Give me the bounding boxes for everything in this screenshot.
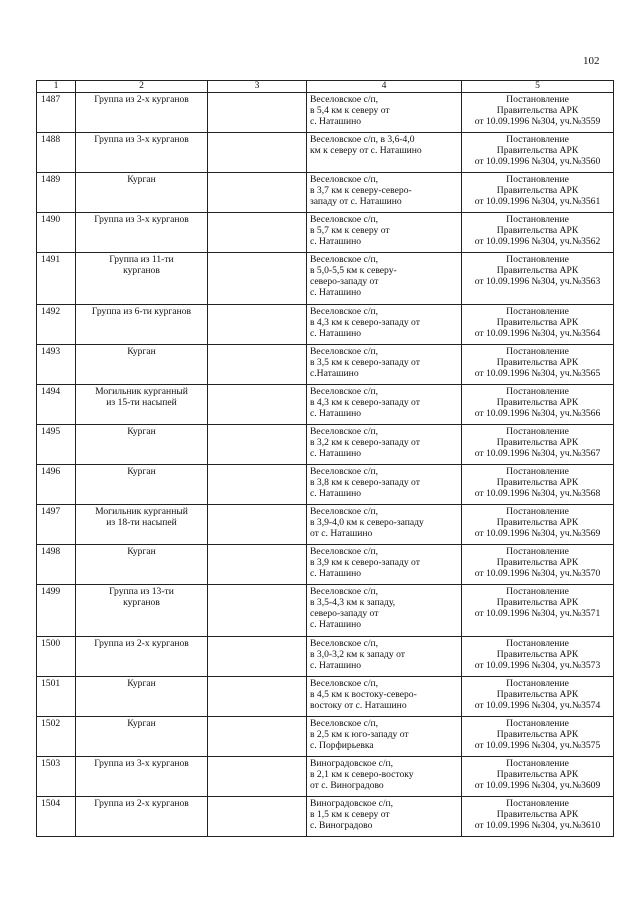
legal-document-cell: [462, 385, 614, 425]
location-line: Веселовское с/п,: [310, 586, 379, 597]
location-line: в 3,9 км к северо-западу от: [310, 557, 420, 568]
monument-name-line: Группа из 3-х курганов: [94, 758, 189, 769]
legal-document-line: от 10.09.1996 №304, уч.№3564: [474, 328, 601, 339]
legal-document-line: от 10.09.1996 №304, уч.№3610: [474, 820, 601, 831]
location-line: Веселовское с/п,: [310, 718, 379, 729]
monument-name-line: Курган: [127, 718, 156, 729]
location-line: Веселовское с/п,: [310, 638, 379, 649]
monument-name-line: Группа из 2-х курганов: [94, 638, 189, 649]
empty-column-cell: [208, 385, 307, 425]
legal-document-line: от 10.09.1996 №304, уч.№3609: [474, 780, 601, 791]
legal-document-cell: [462, 637, 614, 677]
legal-document-line: Постановление: [506, 506, 569, 517]
table-row: [37, 505, 614, 545]
legal-document-line: Постановление: [506, 306, 569, 317]
legal-document-line: от 10.09.1996 №304, уч.№3574: [474, 700, 601, 711]
monument-name-cell: [76, 797, 208, 837]
legal-document-cell: [462, 797, 614, 837]
legal-document-line: от 10.09.1996 №304, уч.№3573: [474, 660, 601, 671]
location-line: в 3,9-4,0 км к северо-западу: [310, 517, 424, 528]
monument-name-cell: [76, 637, 208, 677]
empty-column-cell: [208, 305, 307, 345]
legal-document-line: от 10.09.1996 №304, уч.№3569: [474, 528, 601, 539]
legal-document-line: Правительства АРК: [496, 397, 579, 408]
legal-document-line: Правительства АРК: [496, 317, 579, 328]
legal-document-line: от 10.09.1996 №304, уч.№3563: [474, 276, 601, 287]
legal-document-line: Правительства АРК: [496, 105, 579, 116]
location-line: западу от с. Наташино: [310, 196, 402, 207]
legal-document-line: от 10.09.1996 №304, уч.№3571: [474, 608, 601, 619]
empty-column-cell: [208, 757, 307, 797]
table-row: [37, 545, 614, 585]
table-row: [37, 425, 614, 465]
monument-name-cell: [76, 757, 208, 797]
location-line: с. Наташино: [310, 568, 362, 579]
location-line: в 3,7 км к северу-северо-: [310, 185, 412, 196]
monument-name-line: из 15-ти насыпей: [106, 397, 177, 408]
location-line: востоку от с. Наташино: [310, 700, 407, 711]
location-line: Веселовское с/п,: [310, 214, 379, 225]
legal-document-line: Правительства АРК: [496, 809, 579, 820]
legal-document-line: Правительства АРК: [496, 477, 579, 488]
location-line: в 3,2 км к северо-западу от: [310, 437, 420, 448]
legal-document-cell: [462, 425, 614, 465]
legal-document-line: Правительства АРК: [496, 769, 579, 780]
legal-document-line: от 10.09.1996 №304, уч.№3561: [474, 196, 601, 207]
legal-document-line: Постановление: [506, 678, 569, 689]
monument-name-line: Могильник курганный: [95, 506, 188, 517]
legal-document-line: от 10.09.1996 №304, уч.№3568: [474, 488, 601, 499]
legal-document-line: Правительства АРК: [496, 557, 579, 568]
location-line: в 4,3 км к северо-западу от: [310, 317, 420, 328]
row-number-cell: 1496: [37, 465, 76, 505]
row-number-cell: 1504: [37, 797, 76, 837]
empty-column-cell: [208, 465, 307, 505]
location-line: с. Наташино: [310, 328, 362, 339]
legal-document-line: Постановление: [506, 174, 569, 185]
legal-document-line: Правительства АРК: [496, 357, 579, 368]
monument-name-cell: [76, 253, 208, 305]
monument-name-cell: [76, 677, 208, 717]
legal-document-line: Правительства АРК: [496, 437, 579, 448]
location-line: в 5,7 км к северу от: [310, 225, 390, 236]
legal-document-cell: [462, 305, 614, 345]
location-line: Веселовское с/п,: [310, 546, 379, 557]
legal-document-line: Постановление: [506, 94, 569, 105]
row-number-cell: 1498: [37, 545, 76, 585]
monument-name-line: Могильник курганный: [95, 386, 188, 397]
table-row: [37, 345, 614, 385]
location-line: с. Порфирьевка: [310, 740, 374, 751]
location-cell: [307, 93, 462, 133]
row-number-cell: 1503: [37, 757, 76, 797]
row-number-cell: 1499: [37, 585, 76, 637]
legal-document-line: Постановление: [506, 798, 569, 809]
legal-document-cell: [462, 93, 614, 133]
table-row: [37, 637, 614, 677]
table-row: [37, 213, 614, 253]
location-line: с. Наташино: [310, 660, 362, 671]
empty-column-cell: [208, 425, 307, 465]
monument-name-line: Группа из 2-х курганов: [94, 798, 189, 809]
location-line: в 3,5 км к северо-западу от: [310, 357, 420, 368]
location-cell: [307, 505, 462, 545]
monument-name-line: Курган: [127, 426, 156, 437]
location-line: с. Наташино: [310, 236, 362, 247]
location-line: с. Наташино: [310, 619, 362, 630]
legal-document-line: от 10.09.1996 №304, уч.№3570: [474, 568, 601, 579]
location-line: Веселовское с/п,: [310, 254, 379, 265]
legal-document-line: Постановление: [506, 718, 569, 729]
row-number-cell: 1500: [37, 637, 76, 677]
location-line: в 4,5 км к востоку-северо-: [310, 689, 417, 700]
monument-name-cell: [76, 465, 208, 505]
legal-document-line: от 10.09.1996 №304, уч.№3562: [474, 236, 601, 247]
location-line: от с. Наташино: [310, 528, 373, 539]
table-body: [37, 93, 614, 837]
location-line: Веселовское с/п,: [310, 94, 379, 105]
location-cell: [307, 385, 462, 425]
monument-name-cell: [76, 173, 208, 213]
table-row: [37, 717, 614, 757]
location-cell: [307, 545, 462, 585]
legal-document-cell: [462, 253, 614, 305]
row-number-cell: 1491: [37, 253, 76, 305]
location-cell: [307, 797, 462, 837]
table-row: [37, 757, 614, 797]
location-cell: [307, 465, 462, 505]
legal-document-line: Постановление: [506, 586, 569, 597]
monument-name-cell: [76, 545, 208, 585]
location-line: с. Наташино: [310, 116, 362, 127]
table-row: [37, 253, 614, 305]
row-number-cell: 1495: [37, 425, 76, 465]
location-line: Веселовское с/п, в 3,6-4,0: [310, 134, 415, 145]
legal-document-cell: [462, 465, 614, 505]
table-row: [37, 465, 614, 505]
table-header-row: [37, 81, 614, 93]
empty-column-cell: [208, 545, 307, 585]
row-number-cell: 1492: [37, 305, 76, 345]
legal-document-line: Правительства АРК: [496, 729, 579, 740]
legal-document-line: Постановление: [506, 638, 569, 649]
monument-name-line: Курган: [127, 174, 156, 185]
location-line: в 2,5 км к юго-западу от: [310, 729, 409, 740]
table-row: [37, 93, 614, 133]
monument-name-line: курганов: [123, 597, 160, 608]
monument-name-cell: [76, 345, 208, 385]
legal-document-line: Постановление: [506, 134, 569, 145]
location-line: в 5,0-5,5 км к северу-: [310, 265, 397, 276]
monument-name-cell: [76, 717, 208, 757]
location-cell: [307, 133, 462, 173]
empty-column-cell: [208, 677, 307, 717]
page-number: 102: [583, 55, 600, 67]
location-line: Веселовское с/п,: [310, 386, 379, 397]
location-line: с. Наташино: [310, 488, 362, 499]
legal-document-cell: [462, 757, 614, 797]
location-line: с. Наташино: [310, 408, 362, 419]
legal-document-line: Правительства АРК: [496, 265, 579, 276]
legal-document-line: от 10.09.1996 №304, уч.№3560: [474, 156, 601, 167]
location-line: Веселовское с/п,: [310, 506, 379, 517]
monument-name-cell: [76, 305, 208, 345]
monument-name-cell: [76, 385, 208, 425]
monument-name-line: Курган: [127, 678, 156, 689]
legal-document-line: Постановление: [506, 346, 569, 357]
monument-name-line: Курган: [127, 546, 156, 557]
location-line: Виноградовское с/п,: [310, 798, 394, 809]
row-number-cell: 1490: [37, 213, 76, 253]
monument-name-line: Группа из 3-х курганов: [94, 134, 189, 145]
row-number-cell: 1494: [37, 385, 76, 425]
legal-document-line: Постановление: [506, 386, 569, 397]
monument-name-cell: [76, 505, 208, 545]
legal-document-line: от 10.09.1996 №304, уч.№3567: [474, 448, 601, 459]
legal-document-cell: [462, 717, 614, 757]
empty-column-cell: [208, 93, 307, 133]
empty-column-cell: [208, 505, 307, 545]
location-line: в 3,8 км к северо-западу от: [310, 477, 420, 488]
location-line: Веселовское с/п,: [310, 306, 379, 317]
location-line: Веселовское с/п,: [310, 174, 379, 185]
empty-column-cell: [208, 585, 307, 637]
legal-document-cell: [462, 585, 614, 637]
location-cell: [307, 717, 462, 757]
location-cell: [307, 305, 462, 345]
location-line: с.Наташино: [310, 368, 359, 379]
monument-name-line: Группа из 6-ти курганов: [91, 306, 192, 317]
column-header-4: 4: [307, 81, 462, 93]
legal-document-line: Правительства АРК: [496, 225, 579, 236]
legal-document-line: Правительства АРК: [496, 145, 579, 156]
location-line: с. Наташино: [310, 448, 362, 459]
location-line: в 2,1 км к северо-востоку: [310, 769, 414, 780]
legal-document-line: от 10.09.1996 №304, уч.№3559: [474, 116, 601, 127]
monument-name-cell: [76, 93, 208, 133]
empty-column-cell: [208, 345, 307, 385]
monument-name-line: Группа из 3-х курганов: [94, 214, 189, 225]
legal-document-cell: [462, 545, 614, 585]
location-line: км к северу от с. Наташино: [310, 145, 422, 156]
legal-document-line: Постановление: [506, 214, 569, 225]
legal-document-line: Постановление: [506, 466, 569, 477]
location-line: в 3,5-4,3 км к западу,: [310, 597, 396, 608]
row-number-cell: 1501: [37, 677, 76, 717]
empty-column-cell: [208, 797, 307, 837]
location-line: с. Виноградово: [310, 820, 373, 831]
legal-document-line: Правительства АРК: [496, 597, 579, 608]
location-cell: [307, 757, 462, 797]
location-cell: [307, 173, 462, 213]
legal-document-line: Постановление: [506, 254, 569, 265]
column-header-2: 2: [76, 81, 208, 93]
table-row: [37, 133, 614, 173]
monument-name-line: Группа из 13-ти: [109, 586, 174, 597]
monument-name-line: Курган: [127, 466, 156, 477]
location-line: в 4,3 км к северо-западу от: [310, 397, 420, 408]
location-cell: [307, 585, 462, 637]
location-line: Веселовское с/п,: [310, 426, 379, 437]
legal-document-line: Правительства АРК: [496, 649, 579, 660]
heritage-registry-table: [36, 80, 614, 837]
legal-document-line: от 10.09.1996 №304, уч.№3566: [474, 408, 601, 419]
location-cell: [307, 637, 462, 677]
location-line: в 1,5 км к северу от: [310, 809, 390, 820]
location-line: северо-западу от: [310, 276, 379, 287]
location-line: Веселовское с/п,: [310, 466, 379, 477]
legal-document-cell: [462, 133, 614, 173]
empty-column-cell: [208, 717, 307, 757]
monument-name-cell: [76, 585, 208, 637]
empty-column-cell: [208, 253, 307, 305]
monument-name-line: Группа из 11-ти: [109, 254, 174, 265]
legal-document-line: Правительства АРК: [496, 517, 579, 528]
table-row: [37, 173, 614, 213]
row-number-cell: 1488: [37, 133, 76, 173]
column-header-3: 3: [208, 81, 307, 93]
legal-document-cell: [462, 345, 614, 385]
empty-column-cell: [208, 133, 307, 173]
location-line: от с. Виноградово: [310, 780, 384, 791]
legal-document-cell: [462, 213, 614, 253]
legal-document-line: Правительства АРК: [496, 689, 579, 700]
table-row: [37, 797, 614, 837]
monument-name-line: из 18-ти насыпей: [106, 517, 177, 528]
monument-name-line: Курган: [127, 346, 156, 357]
legal-document-line: Постановление: [506, 758, 569, 769]
legal-document-cell: [462, 505, 614, 545]
row-number-cell: 1497: [37, 505, 76, 545]
empty-column-cell: [208, 213, 307, 253]
column-header-1: 1: [37, 81, 76, 93]
location-cell: [307, 425, 462, 465]
monument-name-line: Группа из 2-х курганов: [94, 94, 189, 105]
monument-name-cell: [76, 213, 208, 253]
monument-name-cell: [76, 425, 208, 465]
table-row: [37, 585, 614, 637]
row-number-cell: 1493: [37, 345, 76, 385]
row-number-cell: 1502: [37, 717, 76, 757]
location-line: северо-западу от: [310, 608, 379, 619]
legal-document-cell: [462, 677, 614, 717]
location-cell: [307, 253, 462, 305]
row-number-cell: 1487: [37, 93, 76, 133]
legal-document-line: Правительства АРК: [496, 185, 579, 196]
location-cell: [307, 345, 462, 385]
table-row: [37, 385, 614, 425]
legal-document-cell: [462, 173, 614, 213]
monument-name-cell: [76, 133, 208, 173]
location-line: с. Наташино: [310, 287, 362, 298]
table-row: [37, 305, 614, 345]
legal-document-line: от 10.09.1996 №304, уч.№3565: [474, 368, 601, 379]
row-number-cell: 1489: [37, 173, 76, 213]
empty-column-cell: [208, 637, 307, 677]
location-line: в 5,4 км к северу от: [310, 105, 390, 116]
location-cell: [307, 213, 462, 253]
location-cell: [307, 677, 462, 717]
location-line: Веселовское с/п,: [310, 678, 379, 689]
location-line: Веселовское с/п,: [310, 346, 379, 357]
monument-name-line: курганов: [123, 265, 160, 276]
legal-document-line: от 10.09.1996 №304, уч.№3575: [474, 740, 601, 751]
location-line: в 3,0-3,2 км к западу от: [310, 649, 405, 660]
column-header-5: 5: [462, 81, 614, 93]
location-line: Виноградовское с/п,: [310, 758, 394, 769]
table-row: [37, 677, 614, 717]
legal-document-line: Постановление: [506, 546, 569, 557]
legal-document-line: Постановление: [506, 426, 569, 437]
empty-column-cell: [208, 173, 307, 213]
